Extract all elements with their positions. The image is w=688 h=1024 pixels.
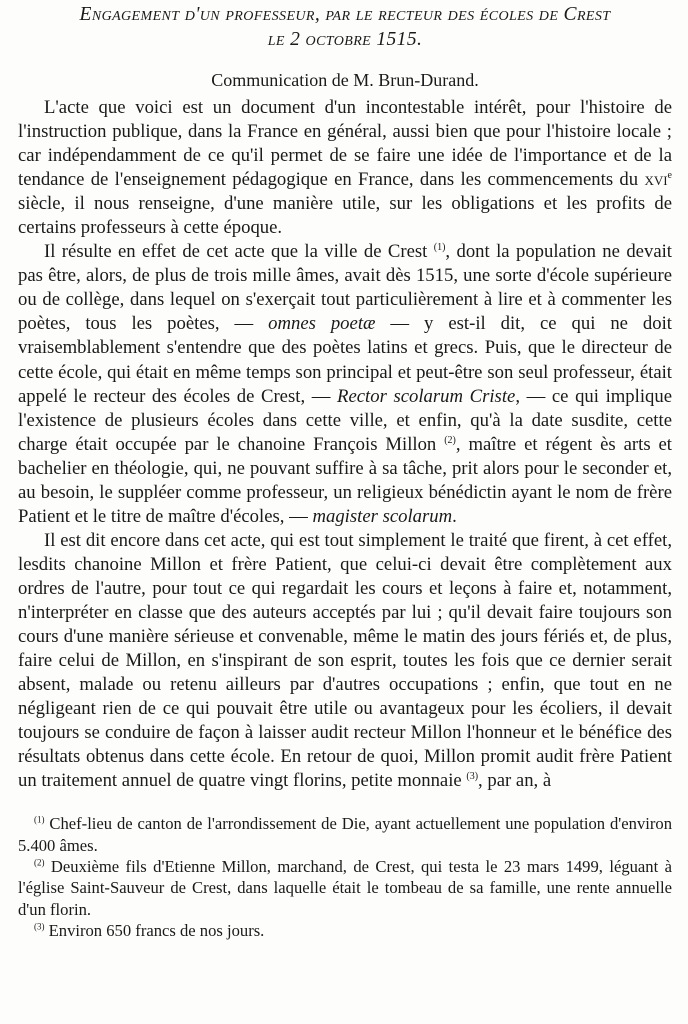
latin-quote-magister: magister scolarum	[312, 505, 453, 527]
footnote-mark-2: (2)	[34, 857, 45, 868]
title-line-1: Engagement d'un professeur, par le recteur des écoles de Crest	[79, 4, 611, 25]
footnotes	[18, 813, 672, 941]
paragraph-3: Il est dit encore dans cet acte, qui est tout simplement le traité que firent, à cet effet, lesdits chanoine Millon et frère Patient, que celui-ci devait être complètement aux ordres de l'autre, pour tout ce qui regardait les cours et leçons à faire et, notamment, n'interpréter en classe que des auteurs acceptés par lui ; qu'il devait faire toujours son cours d'une manière sérieuse et convenable, même le matin des jours fériés et, de plus, faire celui de Millon, en s'inspirant de son esprit, toutes les fois que ce dernier serait absent, malade ou retenu ailleurs par d'autres occupations ; enfin, que tout en ne négligeant rien de ce qui pouvait être utile ou avantageux pour les écoliers, il devait toujours se conduire de façon à laisser audit recteur Millon l'honneur et le bénéfice des résultats obtenus dans cette école. En retour de quoi, Millon promit audit frère Patient un traitement annuel de quatre vingt florins, petite monnaie $^{(3)}$, par an, à	[18, 529, 672, 792]
latin-quote-omnes-poetae: omnes poetæ	[268, 313, 376, 335]
article-title	[18, 2, 672, 52]
footnote-ref-2: (2)	[444, 434, 456, 446]
title-line-2: le 2 octobre 1515.	[267, 29, 423, 50]
article-byline: Communication de M. Brun-Durand.	[211, 70, 479, 90]
latin-quote-rector: Rector scolarum Criste	[337, 385, 516, 407]
century-numeral: xvi	[644, 169, 668, 191]
paragraph-1: L'acte que voici est un document d'un incontestable intérêt, pour l'histoire de l'instruction publique, dans la France en général, aussi bien que pour l'histoire locale ; car indépendamment de ce qu'il permet de se faire une idée de l'importance et de la tendance de l'enseignement pédagogique en France, dans les commencements du xvi$^e$ siècle, il nous renseigne, d'une manière utile, sur les obligations et les profits de certains professeurs à cette époque.	[18, 97, 672, 239]
footnote-3: $^{(3)}$ Environ 650 francs de nos jours.	[34, 920, 265, 940]
footnote-mark-3: (3)	[34, 921, 45, 932]
footnote-mark-1: (1)	[34, 814, 45, 825]
footnote-ref-3: (3)	[466, 771, 479, 783]
footnote-2: $^{(2)}$ Deuxième fils d'Etienne Millon, marchand, de Crest, qui testa le 23 mars 1499, léguant à l'église Saint-Sauveur de Crest, dans laquelle était le tombeau de sa famille, une rente annuelle d'un florin.	[18, 856, 672, 919]
footnote-ref-1: (1)	[433, 242, 446, 254]
article-body	[18, 96, 672, 793]
footnote-1: $^{(1)}$ Chef-lieu de canton de l'arrondissement de Die, ayant actuellement une population d'environ 5.400 âmes.	[18, 814, 672, 855]
paragraph-2: Il résulte en effet de cet acte que la ville de Crest $^{(1)}$, dont la population ne devait pas être, alors, de plus de trois mille âmes, avait dès 1515, une sorte d'école supérieure ou de collège, dans lequel on s'exerçait tout particulièrement à lire et à commenter les poètes, tous les poètes, — omnes poetæ — y est-il dit, ce qui ne doit vraisemblablement s'entendre que des poètes latins et grecs. Puis, que le directeur de cette école, qui était en même temps son principal et peut-être son seul professeur, était appelé le recteur des écoles de Crest, — Rector scolarum Criste, — ce qui implique l'existence de plusieurs écoles dans cette ville, et enfin, qu'à la date susdite, cette charge était occupée par le chanoine François Millon $^{(2)}$, maître et régent ès arts et bachelier en théologie, qui, ne pouvant suffire à sa tâche, prit alors pour le seconder et, au besoin, le suppléer comme professeur, un religieux bénédictin ayant le nom de frère Patient et le titre de maître d'écoles, — magister scolarum.	[18, 241, 673, 527]
century-superscript: e	[667, 169, 672, 181]
